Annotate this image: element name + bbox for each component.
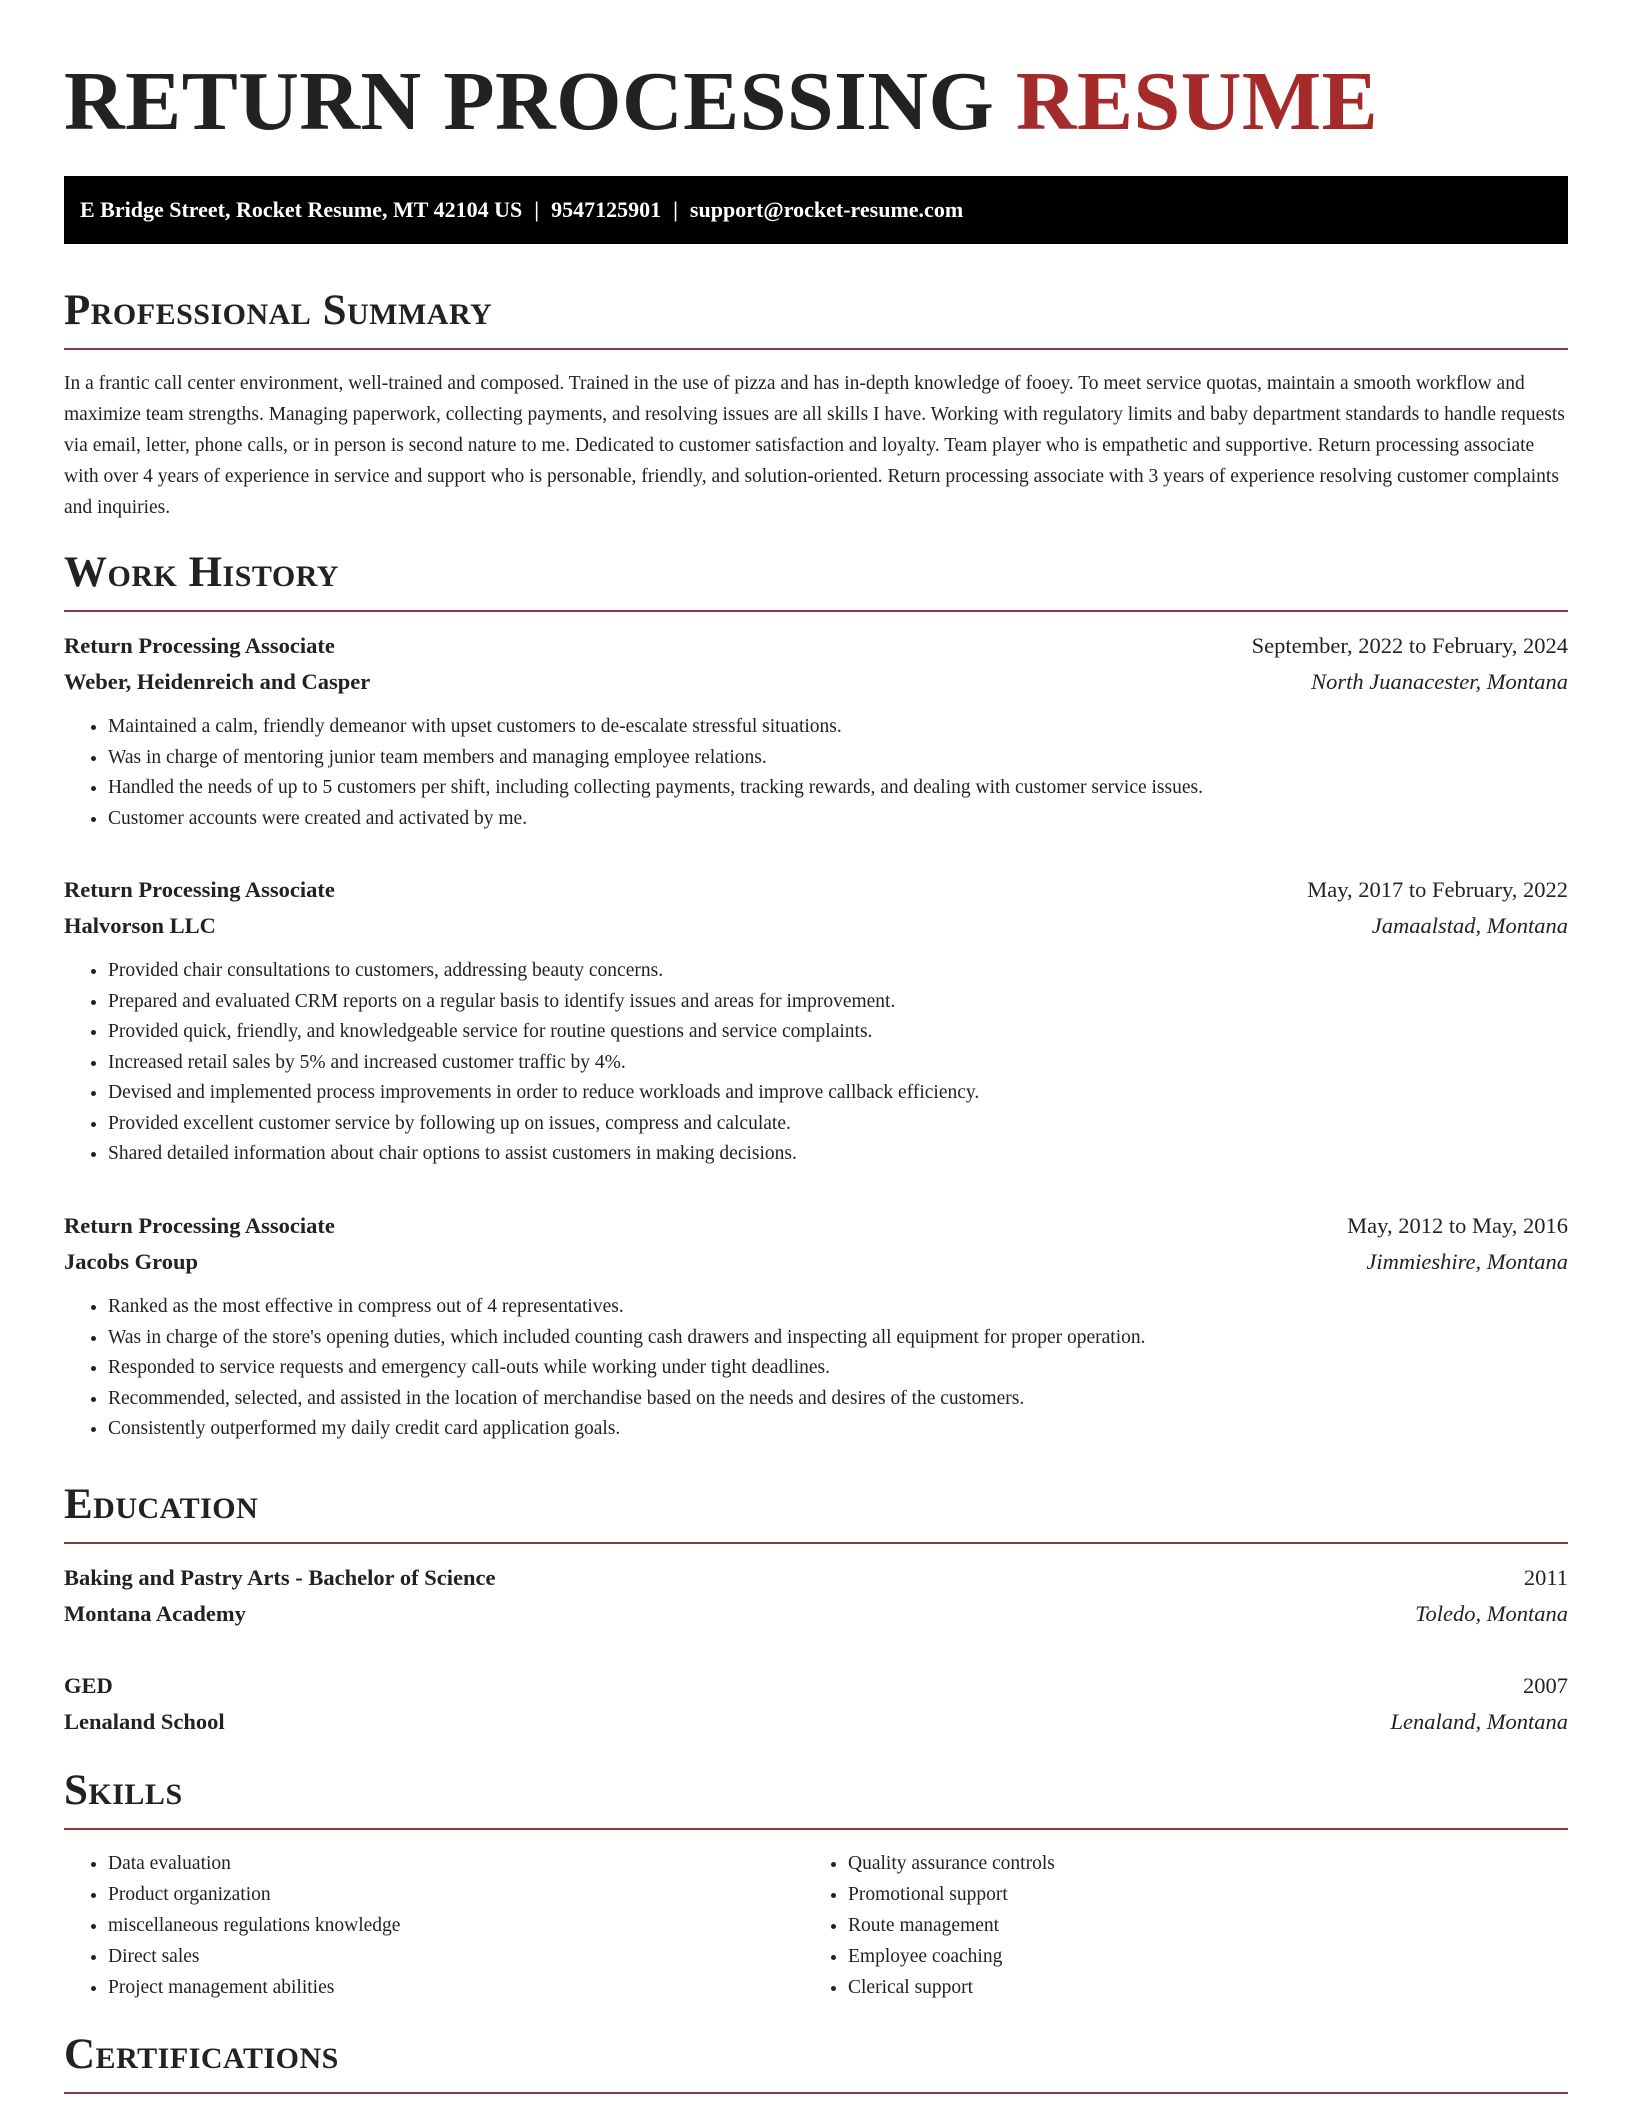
skill-item: • Clerical support	[848, 1972, 1504, 2003]
work-entry	[64, 872, 1568, 1170]
job-bullets	[64, 712, 1568, 834]
contact-separator: |	[534, 197, 540, 222]
summary-text: In a frantic call center environment, well-trained and composed. Trained in the use of pizza and has in-depth knowledge of fooey. To meet service quotas, maintain a smooth workflow and maximize team strengths. Managing paperwork, collecting payments, and resolving issues are all skills I have. Working with regulatory limits and baby department standards to handle requests via email, letter, phone calls, or in person is second nature to me. Dedicated to customer satisfaction and loyalty. Team player who is empathetic and supportive. Return processing associate with over 4 years of experience in service and support who is personable, friendly, and solution-oriented. Return processing associate with 3 years of experience resolving customer complaints and inquiries.	[64, 373, 1565, 518]
degree-year: 2007	[1523, 1673, 1568, 1698]
skill-item: • Direct sales	[108, 1941, 764, 1972]
skill-item: • Product organization	[108, 1879, 764, 1910]
job-bullet: • Provided excellent customer service by following up on issues, compress and calculate.	[108, 1109, 1568, 1140]
degree-name: GED	[64, 1673, 113, 1698]
job-bullet: • Maintained a calm, friendly demeanor with upset customers to de-escalate stressful situations.	[108, 712, 1568, 743]
school-location: Toledo, Montana	[1415, 1601, 1568, 1626]
job-bullet: • Provided chair consultations to customers, addressing beauty concerns.	[108, 956, 1568, 987]
job-location: Jamaalstad, Montana	[1371, 913, 1568, 938]
degree-year: 2011	[1523, 1565, 1568, 1590]
section-title-education: Education	[64, 1478, 1568, 1544]
work-entry	[64, 628, 1568, 834]
job-dates: May, 2017 to February, 2022	[1307, 877, 1568, 902]
resume-title-accent: RESUME	[1015, 55, 1379, 148]
job-bullet: • Customer accounts were created and activated by me.	[108, 804, 1568, 835]
skills-column-left	[64, 1848, 764, 2003]
job-location: Jimmieshire, Montana	[1366, 1249, 1568, 1274]
job-bullet: • Responded to service requests and emergency call-outs while working under tight deadlines.	[108, 1353, 1568, 1384]
job-bullet: • Prepared and evaluated CRM reports on a regular basis to identify issues and areas for improvement.	[108, 987, 1568, 1018]
job-title: Return Processing Associate	[64, 877, 335, 902]
job-title: Return Processing Associate	[64, 1213, 335, 1238]
contact-address: E Bridge Street, Rocket Resume, MT 42104 US	[80, 197, 523, 222]
job-bullet: • Recommended, selected, and assisted in the location of merchandise based on the needs and desires of the customers.	[108, 1384, 1568, 1415]
skill-item: • Promotional support	[848, 1879, 1504, 1910]
job-bullet: • Was in charge of the store's opening duties, which included counting cash drawers and inspecting all equipment for proper operation.	[108, 1323, 1568, 1354]
contact-phone: 9547125901	[551, 197, 662, 222]
skill-item: • Data evaluation	[108, 1848, 764, 1879]
education-entry	[64, 1668, 1568, 1740]
company-name: Halvorson LLC	[64, 913, 216, 938]
job-bullets	[64, 956, 1568, 1170]
job-bullet: • Was in charge of mentoring junior team members and managing employee relations.	[108, 743, 1568, 774]
job-location: North Juanacester, Montana	[1311, 669, 1568, 694]
skills-column-right	[804, 1848, 1504, 2003]
section-title-skills: Skills	[64, 1764, 1568, 1830]
education-entry	[64, 1560, 1568, 1632]
job-bullets	[64, 1292, 1568, 1445]
job-bullet: • Increased retail sales by 5% and increased customer traffic by 4%.	[108, 1048, 1568, 1079]
contact-email: support@rocket-resume.com	[689, 197, 964, 222]
work-entry	[64, 1208, 1568, 1445]
skill-item: • Route management	[848, 1910, 1504, 1941]
job-dates: September, 2022 to February, 2024	[1251, 633, 1568, 658]
section-title-certifications: Certifications	[64, 2028, 1568, 2094]
skill-item: • Employee coaching	[848, 1941, 1504, 1972]
school-name: Montana Academy	[64, 1601, 246, 1626]
skill-item: • miscellaneous regulations knowledge	[108, 1910, 764, 1941]
degree-name: Baking and Pastry Arts - Bachelor of Science	[64, 1565, 496, 1590]
skill-item: • Quality assurance controls	[848, 1848, 1504, 1879]
job-bullet: • Devised and implemented process improvements in order to reduce workloads and improve callback efficiency.	[108, 1078, 1568, 1109]
contact-bar	[64, 176, 1568, 244]
job-bullet: • Ranked as the most effective in compress out of 4 representatives.	[108, 1292, 1568, 1323]
school-location: Lenaland, Montana	[1390, 1709, 1568, 1734]
skill-item: • Project management abilities	[108, 1972, 764, 2003]
section-title-work-history: Work History	[64, 546, 1568, 612]
job-dates: May, 2012 to May, 2016	[1347, 1213, 1568, 1238]
resume-title-main: RETURN PROCESSING	[64, 55, 995, 148]
company-name: Jacobs Group	[64, 1249, 198, 1274]
contact-separator: |	[673, 197, 678, 222]
job-bullet: • Provided quick, friendly, and knowledgeable service for routine questions and service complaints.	[108, 1017, 1568, 1048]
job-bullet: • Shared detailed information about chair options to assist customers in making decisions.	[108, 1139, 1568, 1170]
job-bullet: • Handled the needs of up to 5 customers per shift, including collecting payments, tracking rewards, and dealing with customer service issues.	[108, 773, 1568, 804]
job-bullet: • Consistently outperformed my daily credit card application goals.	[108, 1414, 1568, 1445]
company-name: Weber, Heidenreich and Casper	[64, 669, 371, 694]
section-title-summary: Professional Summary	[64, 284, 1568, 350]
resume-title	[64, 52, 1378, 152]
school-name: Lenaland School	[64, 1709, 225, 1734]
job-title: Return Processing Associate	[64, 633, 335, 658]
